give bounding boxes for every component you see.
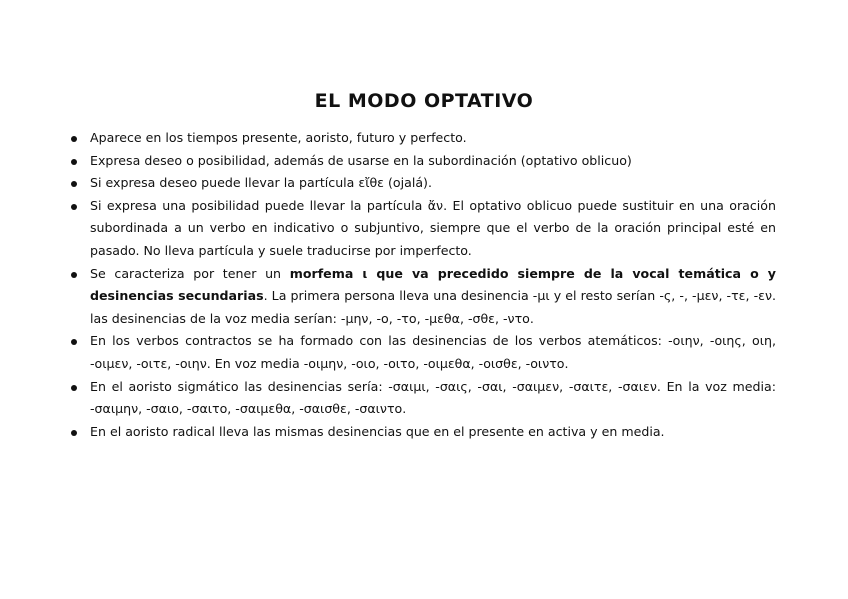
list-item-text: Expresa deseo o posibilidad, además de usarse en la subordinación (optativo oblicuo) — [90, 152, 632, 168]
bullet-icon — [71, 159, 77, 165]
list-item — [70, 421, 776, 444]
list-item-text: Si expresa deseo puede llevar la partícula εἴθε (ojalá). — [90, 175, 432, 191]
page-title: EL MODO OPTATIVO — [314, 90, 534, 112]
list-item-text-bold: morfema ι que va precedido siempre de la vocal temática o y desinencias secundarias — [90, 265, 776, 304]
list-item — [70, 172, 776, 195]
list-item-text: En el aoristo sigmático las desinencias sería: -σαιμι, -σαις, -σαι, -σαιμεν, -σαιτε, -σαιεν. En la voz media: -σαιμην, -σαιο, -σαιτο, -σαιμεθα, -σαισθε, -σαιντο. — [90, 378, 776, 417]
list-item — [70, 150, 776, 173]
bullet-icon — [71, 339, 77, 345]
list-item — [70, 330, 776, 375]
list-item — [70, 376, 776, 421]
bullet-icon — [71, 136, 77, 142]
bullet-icon — [71, 430, 77, 436]
bullet-icon — [71, 181, 77, 187]
bullet-icon — [71, 204, 77, 210]
list-item-text-post: . La primera persona lleva una desinencia -μι y el resto serían -ς, -, -μεν, -τε, -εν. las desinencias de la voz media serían: -μην, -ο, -το, -μεθα, -σθε, -ντο. — [90, 288, 776, 326]
list-item-text: Si expresa una posibilidad puede llevar la partícula ἄν. El optativo oblicuo puede sustituir en una oración subordinada a un verbo en indicativo o subjuntivo, siempre que el verbo de la oración principal esté en pasado. No lleva partícula y suele traducirse por imperfecto. — [90, 197, 776, 258]
list-item-text: En los verbos contractos se ha formado con las desinencias de los verbos atemáticos: -οιην, -οιης, οιη, -οιμεν, -οιτε, -οιην. En voz media -οιμην, -οιο, -οιτο, -οιμεθα, -οισθε, -οιντο. — [90, 333, 776, 371]
list-item-text: Aparece en los tiempos presente, aoristo, futuro y perfecto. — [90, 130, 467, 145]
list-item — [70, 195, 776, 263]
list-item-text-pre: Se caracteriza por tener un — [90, 265, 290, 281]
list-item-text: En el aoristo radical lleva las mismas desinencias que en el presente en activa y en media. — [90, 423, 665, 439]
list-item — [70, 127, 776, 150]
list-item — [70, 263, 776, 331]
bullet-list — [70, 127, 776, 443]
bullet-icon — [71, 272, 77, 278]
bullet-icon — [71, 385, 77, 391]
